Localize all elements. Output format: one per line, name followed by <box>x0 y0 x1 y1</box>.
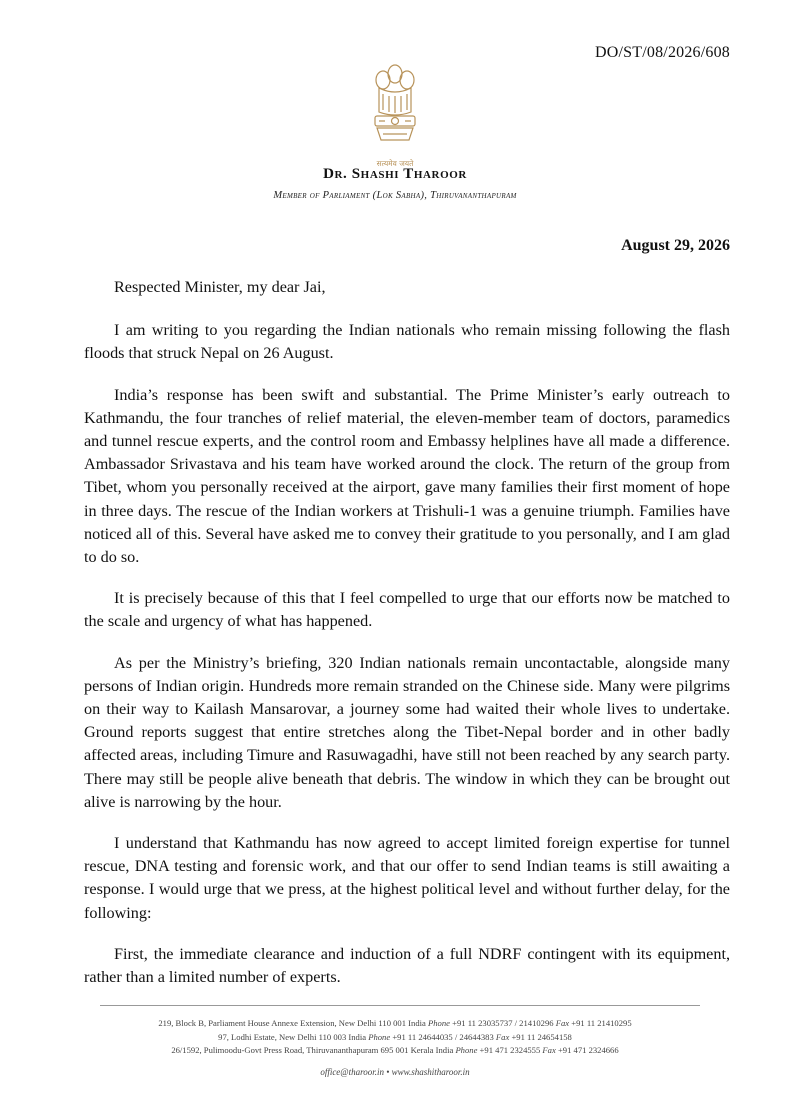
paragraph-6: First, the immediate clearance and induction of a full NDRF contingent with its equipment, rather than a limited number of experts. <box>84 944 730 987</box>
footer-address-3: 26/1592, Pulimoodu-Govt Press Road, Thiruvananthapuram 695 001 Kerala India Phone +91 471 2324555 Fax +91 471 2324666 <box>171 1045 619 1055</box>
reference-number: DO/ST/08/2026/608 <box>595 44 730 61</box>
emblem-motto: सत्यमेव जयते <box>376 159 414 168</box>
letterhead-footer <box>0 1017 790 1079</box>
footer-address-1: 219, Block B, Parliament House Annexe Extension, New Delhi 110 001 India Phone +91 11 23035737 / 21410296 Fax +91 11 21410295 <box>158 1018 632 1028</box>
paragraph-5: I understand that Kathmandu has now agreed to accept limited foreign expertise for tunnel rescue, DNA testing and forensic work, and that our offer to send Indian teams is still awaiting a response. I would urge that we press, at the highest political level and without further delay, for the following: <box>84 834 730 922</box>
paragraph-1: I am writing to you regarding the Indian nationals who remain missing following the flash floods that struck Nepal on 26 August. <box>84 321 730 363</box>
letterhead-designation: Member of Parliament (Lok Sabha), Thiruvananthapuram <box>273 190 517 201</box>
paragraph-4: As per the Ministry’s briefing, 320 Indian nationals remain uncontactable, alongside many persons of Indian origin. Hundreds more remain stranded on the Chinese side. Many were pilgrims on their way to Kailash Mansarovar, a journey some had waited their whole lives to undertake. Ground reports suggest that entire stretches along the Tibet-Nepal border and in other badly affected areas, including Timure and Rasuwagadhi, have still not been reached by any search party. There may still be people alive beneath that debris. The window in which they can be brought out alive is narrowing by the hour. <box>84 653 730 811</box>
footer-address-2: 97, Lodhi Estate, New Delhi 110 003 India Phone +91 11 24644035 / 24644383 Fax +91 11 24654158 <box>218 1031 572 1042</box>
paragraph-2: India’s response has been swift and substantial. The Prime Minister’s early outreach to Kathmandu, the four tranches of relief material, the eleven-member team of doctors, paramedics and tunnel rescue experts, and the control room and Embassy helplines have all made a difference. Ambassador Srivastava and his team have worked around the clock. The return of the group from Tibet, whom you personally received at the airport, gave many families their first moment of hope in three days. The rescue of the Indian workers at Trishuli-1 was a genuine triumph. Families have noticed all of this. Several have asked me to convey their gratitude to you personally, and I am glad to do so. <box>84 385 730 567</box>
footer-contact-web[interactable]: office@tharoor.in • www.shashitharoor.in <box>320 1066 470 1077</box>
footer-divider <box>100 1005 700 1006</box>
national-emblem-icon <box>365 60 425 178</box>
letterhead-name: Dr. Shashi Tharoor <box>323 166 467 182</box>
letter-date: August 29, 2026 <box>621 237 730 254</box>
letter-body <box>84 276 730 1007</box>
salutation: Respected Minister, my dear Jai, <box>114 278 326 296</box>
paragraph-3: It is precisely because of this that I feel compelled to urge that our efforts now be matched to the scale and urgency of what has happened. <box>84 589 730 631</box>
